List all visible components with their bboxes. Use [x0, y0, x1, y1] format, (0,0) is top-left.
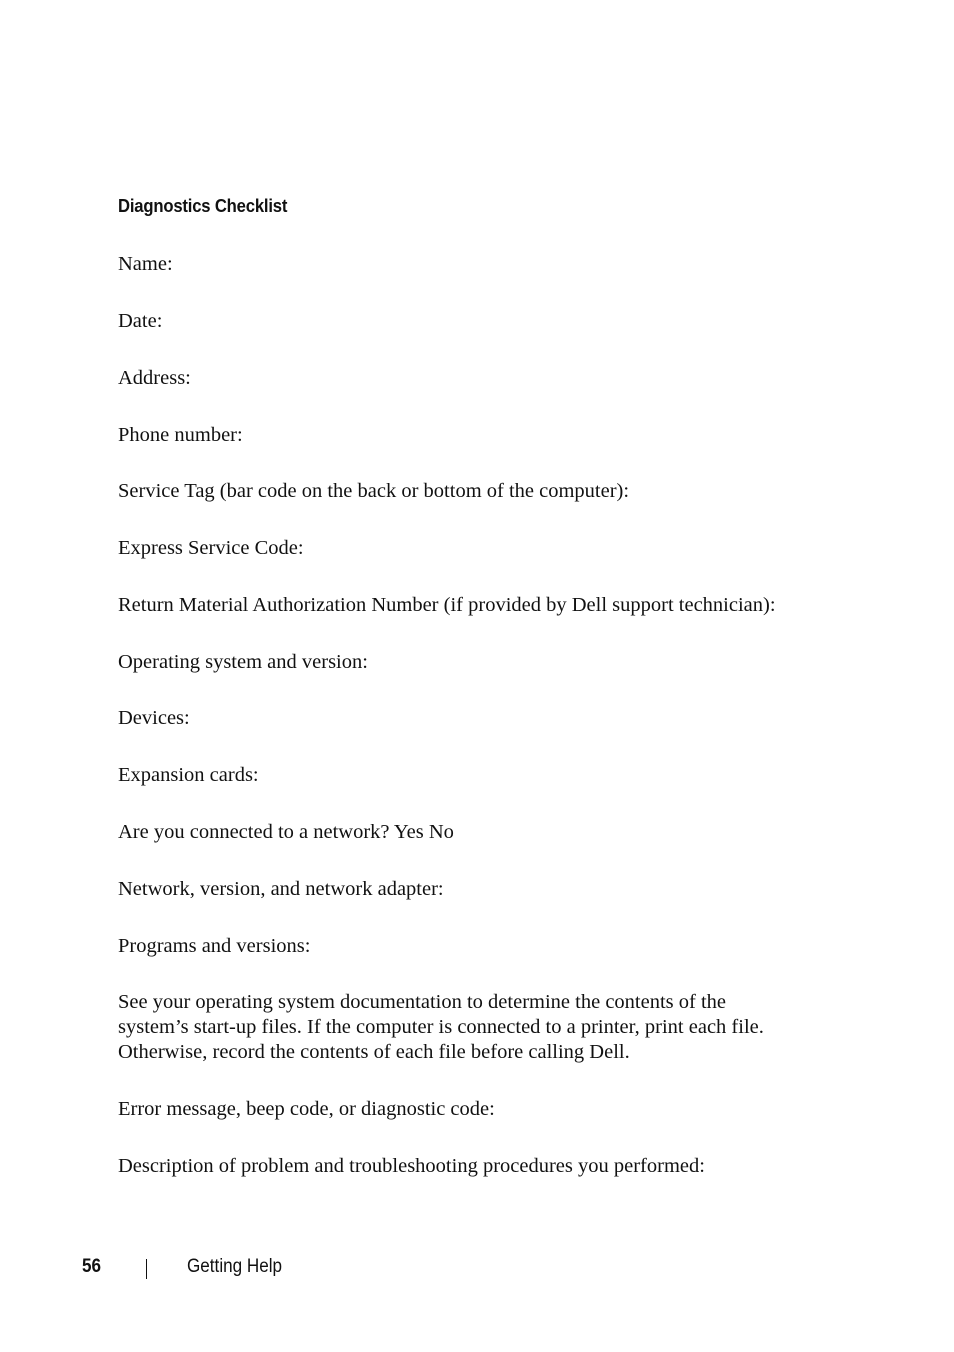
footer-divider [146, 1259, 147, 1279]
field-programs-label: Programs and versions: [118, 935, 311, 957]
field-rma-number-label: Return Material Authorization Number (if provided by Dell support technician): [118, 594, 776, 616]
paragraph-line: Otherwise, record the contents of each file before calling Dell. [118, 1041, 630, 1063]
field-problem-description-label: Description of problem and troubleshooting procedures you performed: [118, 1155, 705, 1177]
field-os-version-label: Operating system and version: [118, 651, 368, 673]
page-title: Diagnostics Checklist [118, 195, 288, 216]
paragraph-line: See your operating system documentation to determine the contents of the [118, 991, 727, 1013]
field-service-tag-label: Service Tag (bar code on the back or bottom of the computer): [118, 480, 630, 502]
field-phone-label: Phone number: [118, 424, 243, 446]
footer-section-title: Getting Help [187, 1256, 283, 1277]
field-error-message-label: Error message, beep code, or diagnostic code: [118, 1098, 495, 1120]
field-expansion-cards-label: Expansion cards: [118, 764, 259, 786]
field-address-label: Address: [118, 367, 191, 389]
startup-files-paragraph [118, 990, 808, 1065]
page-number: 56 [82, 1256, 102, 1277]
field-network-question-label: Are you connected to a network? Yes No [118, 821, 454, 843]
field-name-label: Name: [118, 253, 173, 275]
field-date-label: Date: [118, 310, 163, 332]
field-express-service-code-label: Express Service Code: [118, 537, 304, 559]
field-devices-label: Devices: [118, 707, 190, 729]
field-network-adapter-label: Network, version, and network adapter: [118, 878, 444, 900]
paragraph-line: system’s start-up files. If the computer is connected to a printer, print each file. [118, 1016, 764, 1038]
